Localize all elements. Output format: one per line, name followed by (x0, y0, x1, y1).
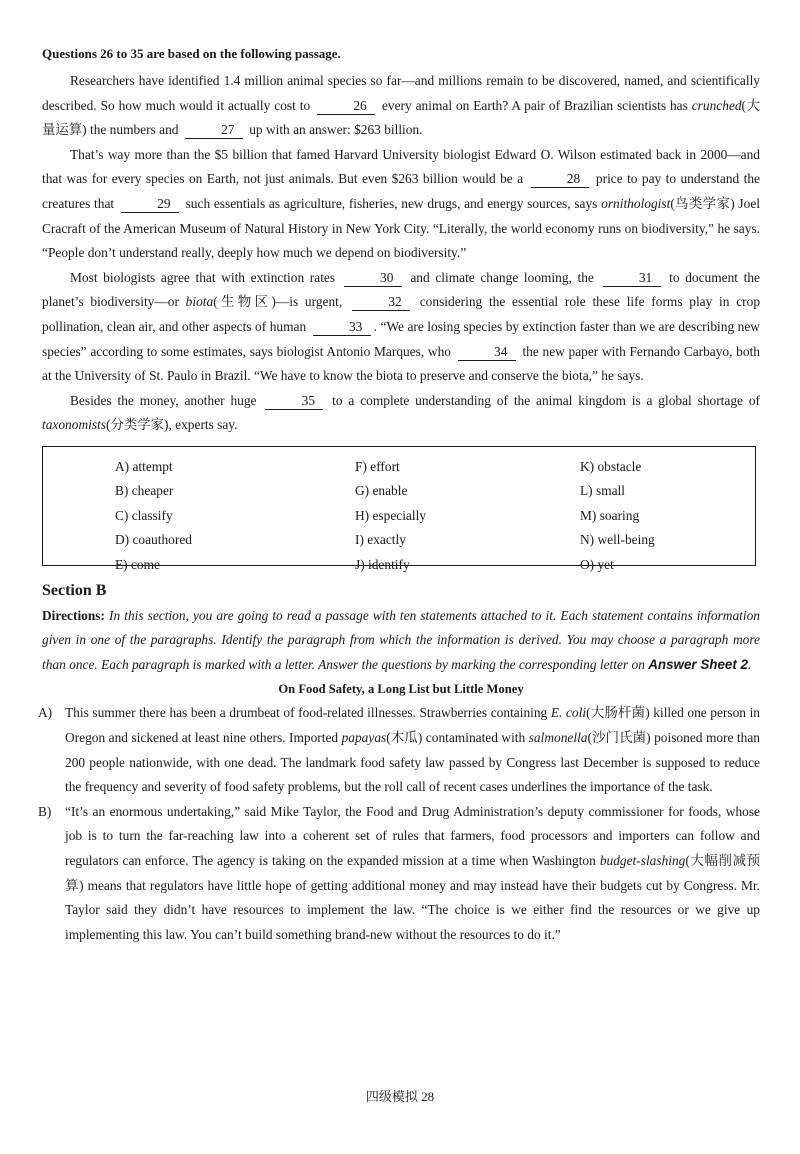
blank-26[interactable]: 26 (317, 98, 375, 115)
paragraph-letter: B) (38, 803, 52, 819)
word-option[interactable]: G) enable (355, 483, 408, 499)
word-option[interactable]: J) identify (355, 556, 410, 572)
answer-sheet-reference: Answer Sheet 2 (648, 656, 748, 672)
passage-paragraph-1: Researchers have identified 1.4 million animal species so far—and millions remain to be discovered, named, and scientifically described. So how much would it actually cost to 26 every animal on Earth? A pair of Brazilian scientists has crunched(大量运算) the numbers and 27 up with an answer: $263 billion. (42, 73, 760, 138)
blank-34[interactable]: 34 (458, 344, 516, 361)
word-bank-column-2 (355, 455, 426, 578)
page-footer: 四级模拟 28 (365, 1089, 435, 1104)
word-option[interactable]: N) well-being (580, 532, 655, 548)
blank-28[interactable]: 28 (531, 171, 589, 188)
word-option[interactable]: M) soaring (580, 507, 640, 523)
paragraph-body: This summer there has been a drumbeat of food-related illnesses. Strawberries containing E. coli(大肠杆菌) killed one person in Oregon and sickened at least nine others. Imported papayas(木瓜) contaminated with salmonella(沙门氏菌) poisoned more than 200 people nationwide, with one dead. The landmark food safety law passed by Congress last December is supposed to reduce the frequency and severity of food safety problems, but the roll call of recent cases underlines the importance of the task. (65, 705, 760, 795)
directions: Directions: In this section, you are going to read a passage with ten statements attached to it. Each statement contains information given in one of the paragraphs. Identify the paragraph from which the information is derived. You may choose a paragraph more than once. Each paragraph is marked with a letter. Answer the questions by marking the corresponding letter on Answer Sheet 2. (42, 607, 760, 672)
questions-heading: Questions 26 to 35 are based on the following passage. (42, 46, 341, 61)
exam-page (38, 42, 761, 947)
word-option[interactable]: E) come (115, 556, 160, 572)
blank-27[interactable]: 27 (185, 122, 243, 139)
passage-paragraph-3: Most biologists agree that with extinction rates 30 and climate change looming, the 31 to document the planet’s biodiversity—or biota(生物区)—is urgent, 32 considering the essential role these life forms play in crop pollination, clean air, and other aspects of human 33 . “We are losing species by extinction faster than we are describing new species” according to some estimates, says biologist Antonio Marques, who 34 the new paper with Fernando Carbayo, both at the University of St. Paulo in Brazil. “We have to know the biota to preserve and conserve the biota,” he says. (42, 269, 761, 384)
blank-32[interactable]: 32 (352, 294, 410, 311)
word-bank-box (42, 446, 756, 572)
word-option[interactable]: C) classify (115, 507, 173, 523)
word-option[interactable]: F) effort (355, 458, 400, 474)
blank-30[interactable]: 30 (344, 270, 402, 287)
word-bank-column-3 (580, 455, 655, 578)
paragraph-body: “It’s an enormous undertaking,” said Mike Taylor, the Food and Drug Administration’s deputy commissioner for foods, whose job is to turn the far-reaching law into a coherent set of rules that farmers, food processors and importers can follow and regulators can enforce. The agency is taking on the expanded mission at a time when Washington budget-slashing(大幅削减预算) means that regulators have little hope of getting additional money and may instead have their budgets cut by Congress. Mr. Taylor said they didn’t have resources to implement the law. “The choice is we either find the resources or we give up implementing this law. You can’t build something brand-new without the resources to do it.” (65, 803, 760, 942)
word-option[interactable]: H) especially (355, 507, 427, 523)
passage-paragraph-2: That’s way more than the $5 billion that famed Harvard University biologist Edward O. Wilson estimated back in 2000—and that was for every species on Earth, not just animals. But even $263 billion would be a 28 price to pay to understand the creatures that 29 such essentials as agriculture, fisheries, new drugs, and energy sources, says ornithologist(鸟类学家) Joel Cracraft of the American Museum of Natural History in New York City. “Literally, the world economy runs on biodiversity,” he says. “People don’t understand really, deeply how much we depend on biodiversity.” (42, 146, 761, 261)
word-option[interactable]: L) small (580, 483, 625, 499)
passage-paragraph-4: Besides the money, another huge 35 to a complete understanding of the animal kingdom is a global shortage of taxonomists(分类学家), experts say. (42, 392, 760, 433)
blank-31[interactable]: 31 (603, 270, 661, 287)
paragraph-letter: A) (38, 705, 53, 721)
blank-35[interactable]: 35 (265, 393, 323, 410)
word-option[interactable]: O) yet (580, 556, 614, 572)
word-option[interactable]: A) attempt (115, 458, 173, 474)
article-paragraph-a (38, 701, 760, 799)
article-title: On Food Safety, a Long List but Little Money (278, 682, 524, 697)
word-option[interactable]: B) cheaper (115, 483, 174, 499)
directions-text: In this section, you are going to read a passage with ten statements attached to it. Each statement contains information given in one of the paragraphs. Identify the paragraph from which the information is derived. You may choose a paragraph more than once. Each paragraph is marked with a letter. Answer the questions by marking the corresponding letter on (42, 607, 760, 672)
directions-label: Directions: (42, 607, 105, 623)
blank-33[interactable]: 33 (313, 319, 371, 336)
word-option[interactable]: I) exactly (355, 532, 406, 548)
word-bank-column-1 (115, 455, 192, 578)
word-option[interactable]: K) obstacle (580, 458, 642, 474)
blank-29[interactable]: 29 (121, 196, 179, 213)
section-b-title: Section B (42, 581, 107, 599)
article-paragraph-b (38, 800, 760, 948)
word-option[interactable]: D) coauthored (115, 532, 192, 548)
